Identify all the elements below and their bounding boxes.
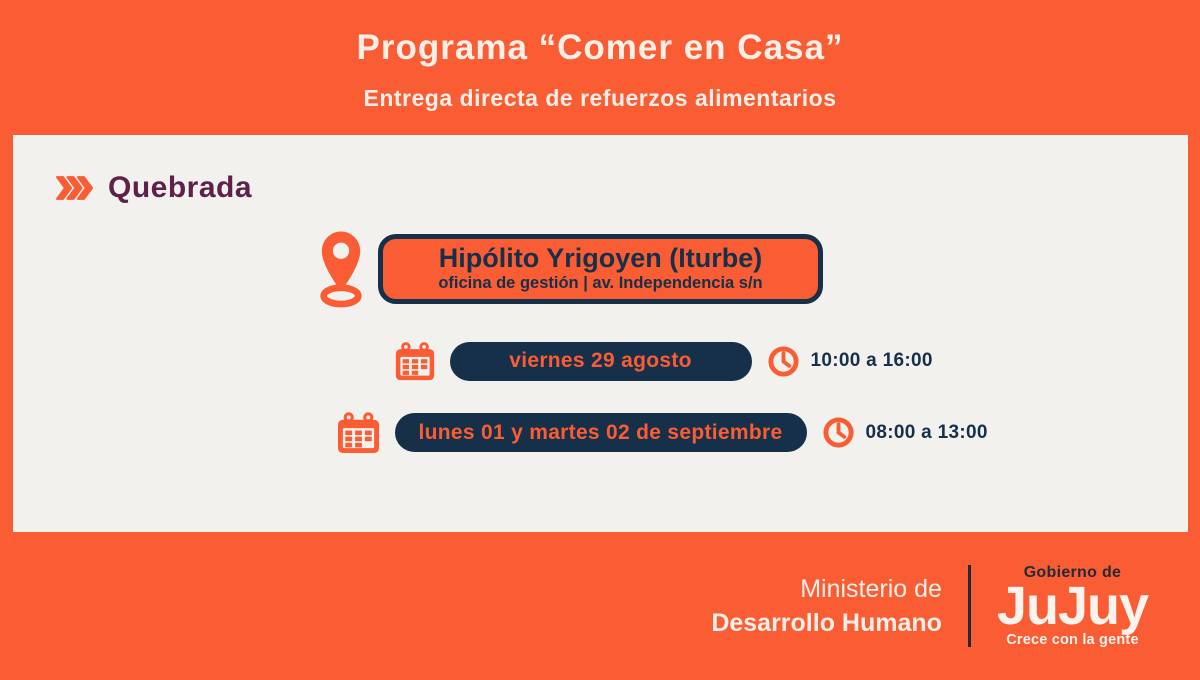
region-label: Quebrada bbox=[108, 171, 253, 204]
program-subtitle: Entrega directa de refuerzos alimentarios bbox=[363, 84, 837, 111]
triple-chevron-icon bbox=[55, 175, 93, 201]
clock-icon bbox=[822, 416, 855, 449]
date-pill: lunes 01 y martes 02 de septiembre bbox=[395, 413, 807, 452]
time-range: 08:00 a 13:00 bbox=[865, 421, 988, 443]
map-pin-icon bbox=[317, 229, 365, 309]
location-row bbox=[13, 229, 1188, 309]
logo-name-text: JuJuy bbox=[996, 575, 1148, 636]
calendar-icon bbox=[336, 410, 381, 455]
clock-icon bbox=[767, 345, 800, 378]
ministry-name bbox=[711, 575, 942, 638]
ministry-line2: Desarrollo Humano bbox=[711, 608, 942, 637]
header bbox=[0, 0, 1200, 135]
program-title: Programa “Comer en Casa” bbox=[356, 27, 844, 67]
location-name: Hipólito Yrigoyen (Iturbe) bbox=[438, 243, 763, 274]
footer-divider bbox=[968, 565, 971, 647]
logo-top-text: Gobierno de bbox=[1023, 563, 1122, 581]
schedule-row bbox=[13, 410, 1188, 455]
jujuy-government-logo bbox=[997, 564, 1148, 649]
schedule-row bbox=[13, 340, 1188, 382]
calendar-icon bbox=[394, 340, 436, 382]
ministry-line1: Ministerio de bbox=[800, 574, 942, 603]
date-pill: viernes 29 agosto bbox=[450, 342, 752, 381]
footer bbox=[0, 532, 1200, 680]
location-detail: oficina de gestión | av. Independencia s/n bbox=[438, 273, 763, 292]
time-range: 10:00 a 16:00 bbox=[810, 350, 933, 371]
location-box bbox=[378, 234, 823, 304]
logo-tagline-text: Crece con la gente bbox=[1006, 632, 1139, 649]
content-card bbox=[13, 135, 1188, 532]
region-heading bbox=[13, 135, 1188, 205]
